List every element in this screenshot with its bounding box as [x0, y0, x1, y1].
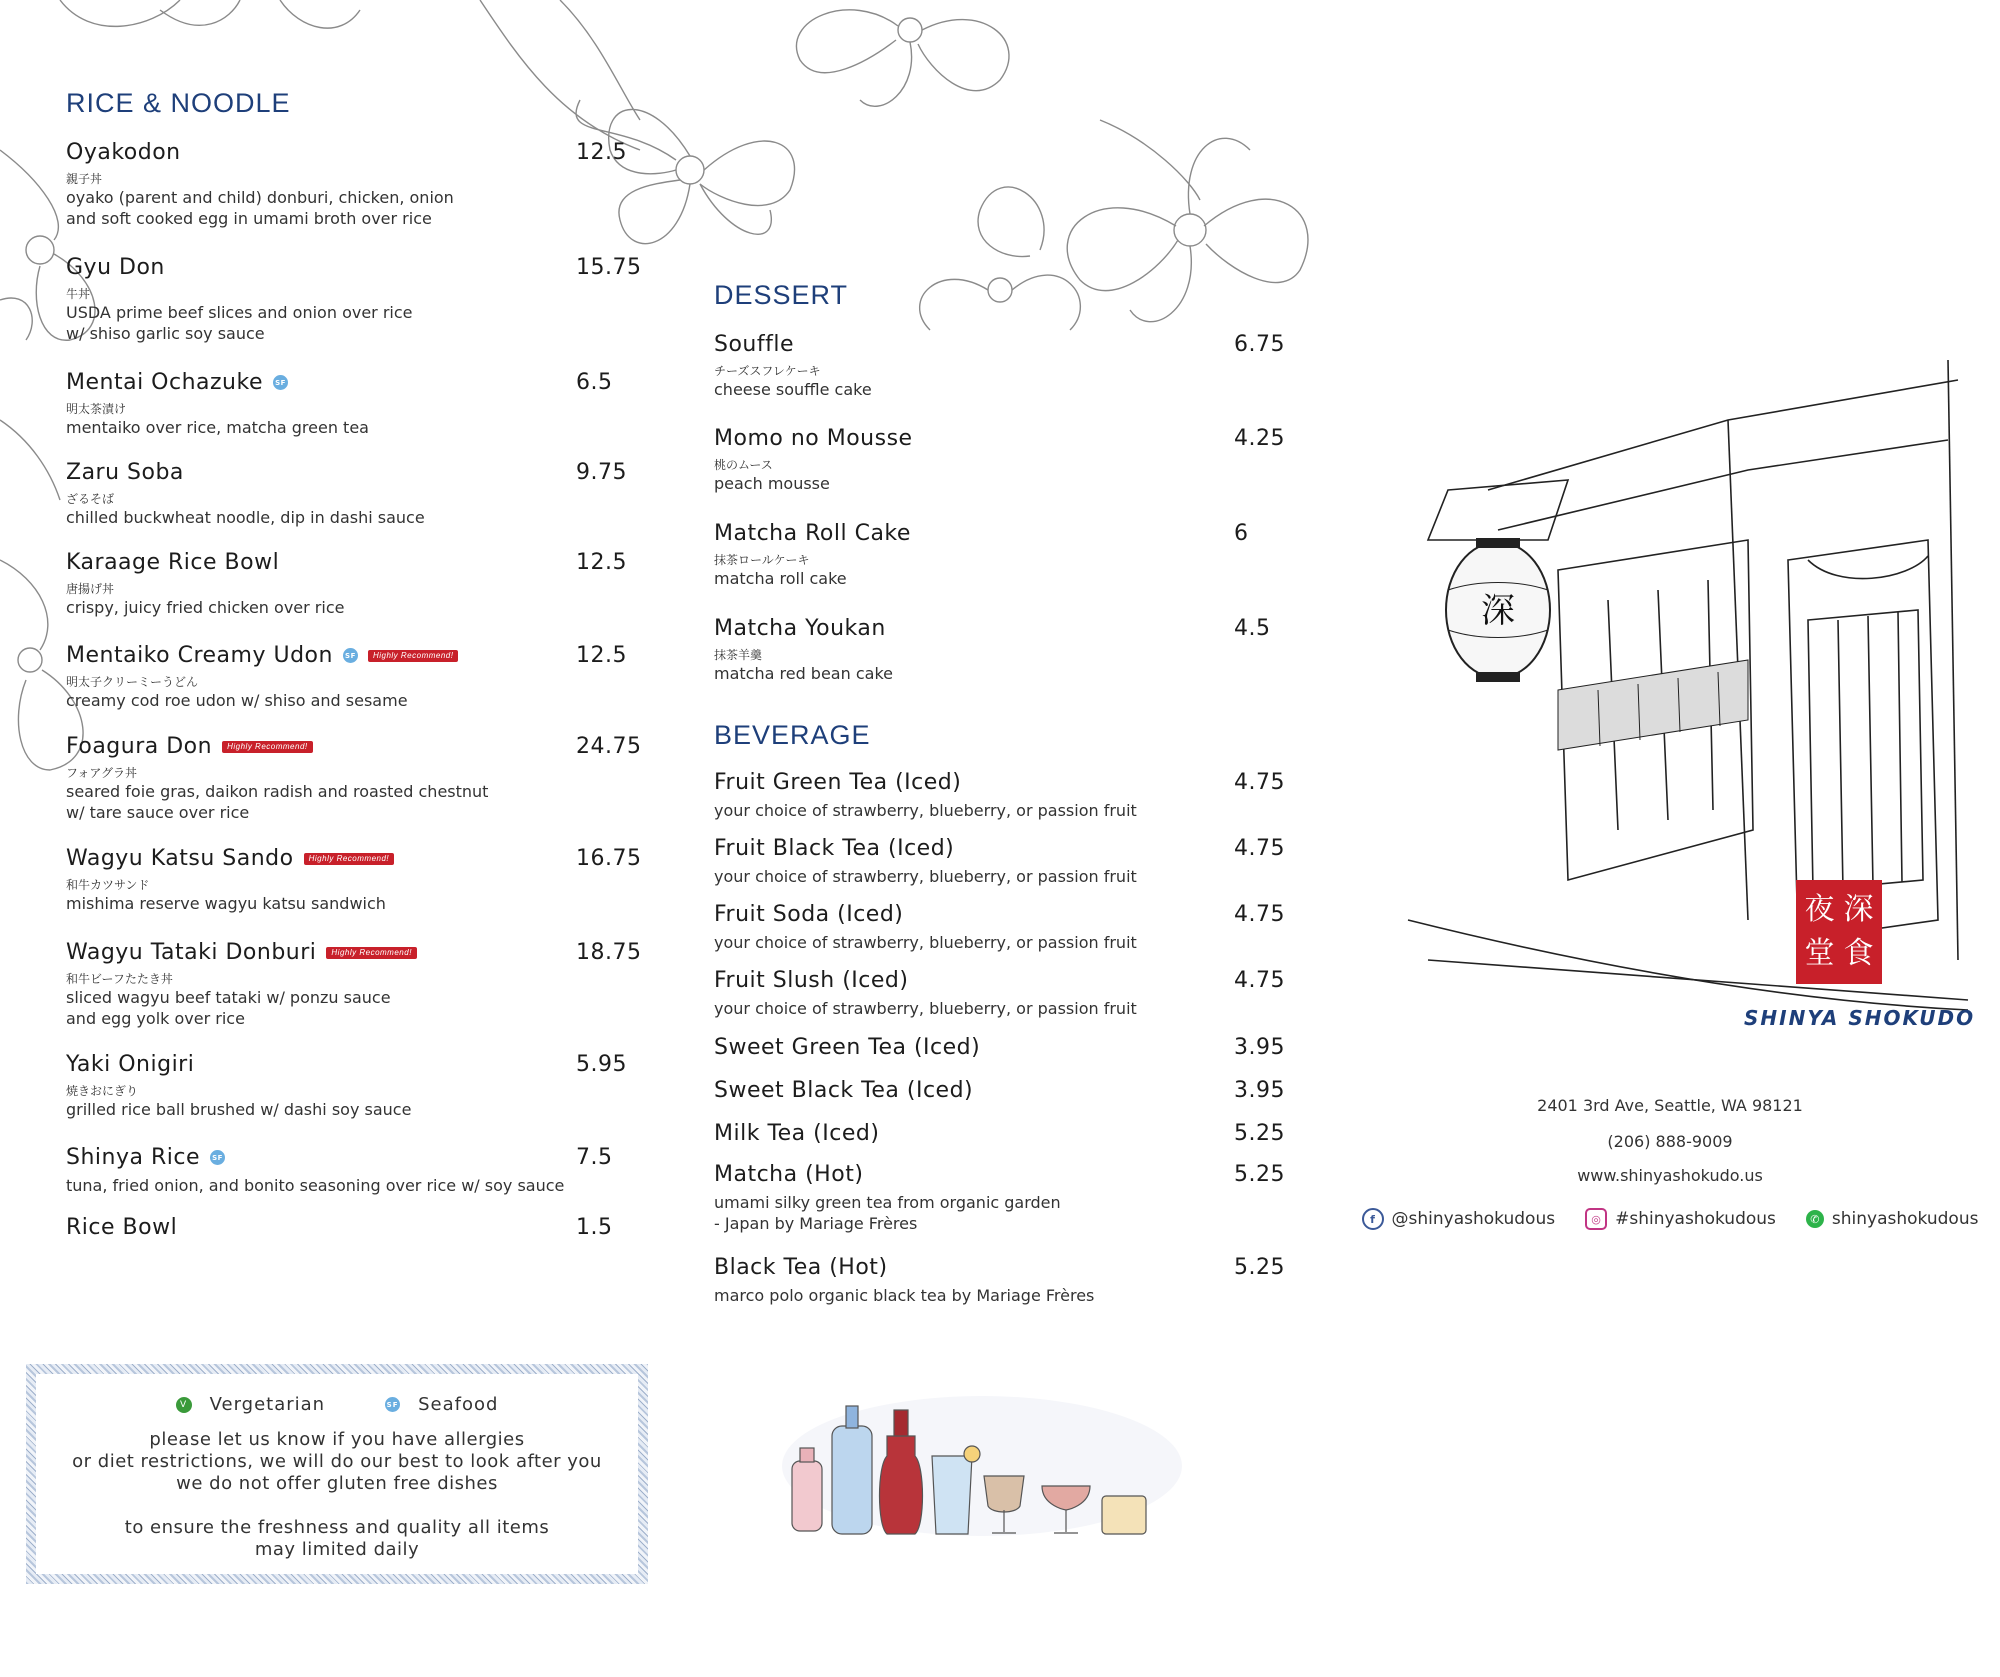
highly-recommend-badge: Highly Recommend!	[304, 853, 395, 865]
rice-noodle-item	[66, 643, 646, 711]
noren-curtain	[1558, 660, 1748, 750]
item-price: 1.5	[576, 1215, 613, 1240]
item-row	[714, 836, 1294, 866]
item-price: 4.75	[1234, 968, 1285, 993]
item-price: 4.5	[1234, 616, 1271, 641]
flower-top-mid	[796, 10, 1008, 106]
website-link[interactable]: www.shinyashokudo.us	[1577, 1166, 1763, 1185]
item-japanese-name: 親子丼	[66, 172, 103, 186]
address: 2401 3rd Ave, Seattle, WA 98121	[1537, 1096, 1803, 1115]
item-row	[66, 460, 646, 490]
item-name-text: Yaki Onigiri	[66, 1052, 195, 1077]
highly-recommend-badge: Highly Recommend!	[368, 650, 459, 662]
logo-char-1: 夜	[1804, 892, 1835, 927]
item-description: creamy cod roe udon w/ shiso and sesame	[66, 691, 408, 710]
wechat-icon: ✆	[1806, 1210, 1824, 1228]
item-japanese-name: 桃のムース	[714, 458, 773, 472]
item-japanese-name: 和牛ビーフたたき丼	[66, 972, 173, 986]
item-name-text: Matcha Youkan	[714, 616, 886, 641]
item-name-text: Sweet Black Tea (Iced)	[714, 1078, 974, 1103]
item-price: 6.5	[576, 370, 613, 395]
item-price: 6.75	[1234, 332, 1285, 357]
item-price: 4.75	[1234, 902, 1285, 927]
rice-noodle-item	[66, 734, 646, 823]
item-price: 5.25	[1234, 1162, 1285, 1187]
item-row	[66, 846, 646, 876]
item-description: crispy, juicy fried chicken over rice	[66, 598, 345, 617]
legend-seafood	[385, 1394, 498, 1415]
item-row	[714, 1255, 1294, 1285]
item-description: your choice of strawberry, blueberry, or passion fruit	[714, 867, 1137, 886]
dessert-item	[714, 426, 1294, 494]
facebook-handle: @shinyashokudous	[1391, 1209, 1556, 1229]
allergy-notice-box	[26, 1364, 648, 1584]
rice-noodle-item	[66, 1052, 646, 1120]
item-row	[66, 1215, 646, 1245]
item-japanese-name: 抹茶羊羹	[714, 648, 763, 662]
item-name-text: Matcha (Hot)	[714, 1162, 864, 1187]
seafood-badge-icon: SF	[273, 375, 288, 390]
beverage-item	[714, 1035, 1294, 1065]
item-japanese-name: フォアグラ丼	[66, 766, 138, 780]
paper-lantern	[1446, 538, 1550, 682]
item-price: 3.95	[1234, 1035, 1285, 1060]
item-description: sliced wagyu beef tataki w/ ponzu sauce and egg yolk over rice	[66, 988, 391, 1028]
item-name-text: Milk Tea (Iced)	[714, 1121, 880, 1146]
item-price: 4.75	[1234, 770, 1285, 795]
highly-recommend-badge: Highly Recommend!	[326, 947, 417, 959]
rice-noodle-item	[66, 550, 646, 618]
item-name-text: Oyakodon	[66, 140, 181, 165]
item-row	[66, 734, 646, 764]
item-description: your choice of strawberry, blueberry, or passion fruit	[714, 933, 1137, 952]
social-links	[1350, 1208, 1990, 1230]
item-price: 3.95	[1234, 1078, 1285, 1103]
item-name-text: Matcha Roll Cake	[714, 521, 911, 546]
item-price: 4.25	[1234, 426, 1285, 451]
item-name-text: Momo no Mousse	[714, 426, 913, 451]
item-name	[714, 770, 961, 795]
rice-noodle-item	[66, 1215, 646, 1245]
item-description: USDA prime beef slices and onion over rice w/ shiso garlic soy sauce	[66, 303, 413, 343]
shinya-shokudo-logo	[1796, 880, 1882, 984]
item-description: your choice of strawberry, blueberry, or passion fruit	[714, 999, 1137, 1018]
item-name	[66, 550, 279, 575]
item-description: marco polo organic black tea by Mariage Frères	[714, 1286, 1095, 1305]
rice-noodle-item	[66, 940, 646, 1029]
item-price: 24.75	[576, 734, 642, 759]
item-name	[714, 902, 903, 927]
item-name	[66, 460, 184, 485]
item-price: 12.5	[576, 550, 627, 575]
item-name-text: Fruit Slush (Iced)	[714, 968, 909, 993]
item-name	[66, 370, 288, 395]
item-name	[714, 426, 913, 451]
notice-text: please let us know if you have allergies or diet restrictions, we will do our best to look after you we do not offer gluten free dishes to ensure the freshness and quality all items may limited daily	[72, 1429, 602, 1560]
item-description: mishima reserve wagyu katsu sandwich	[66, 894, 386, 913]
item-name-text: Wagyu Tataki Donburi	[66, 940, 317, 965]
logo-char-4: 食	[1843, 936, 1874, 971]
item-name-text: Fruit Black Tea (Iced)	[714, 836, 955, 861]
legend-vegetarian-label: Vergetarian	[209, 1394, 326, 1415]
item-row	[66, 940, 646, 970]
brand-name: SHINYA SHOKUDO	[1744, 1006, 1976, 1030]
item-price: 12.5	[576, 643, 627, 668]
rice-noodle-title: RICE & NOODLE	[66, 88, 291, 118]
wechat-link[interactable]	[1806, 1208, 1979, 1230]
item-name	[714, 1035, 980, 1060]
item-row	[66, 370, 646, 400]
item-row	[66, 1052, 646, 1082]
item-price: 5.25	[1234, 1121, 1285, 1146]
item-description: peach mousse	[714, 474, 830, 493]
item-description: seared foie gras, daikon radish and roasted chestnut w/ tare sauce over rice	[66, 782, 489, 822]
rice-noodle-item	[66, 846, 646, 914]
item-description: mentaiko over rice, matcha green tea	[66, 418, 369, 437]
drinks-illustration	[772, 1376, 1192, 1546]
item-name-text: Fruit Green Tea (Iced)	[714, 770, 962, 795]
item-japanese-name: 明太子クリーミーうどん	[66, 675, 199, 689]
item-name	[66, 140, 181, 165]
rice-noodle-item	[66, 255, 646, 344]
item-description: oyako (parent and child) donburi, chicken, onion and soft cooked egg in umami broth over rice	[66, 188, 454, 228]
item-japanese-name: 牛丼	[66, 287, 91, 301]
item-description: cheese souffle cake	[714, 380, 872, 399]
logo-char-3: 堂	[1804, 936, 1835, 971]
item-price: 5.95	[576, 1052, 627, 1077]
item-name-text: Black Tea (Hot)	[714, 1255, 888, 1280]
beverage-item	[714, 968, 1294, 1019]
item-name	[714, 968, 908, 993]
facebook-icon: f	[1362, 1208, 1384, 1230]
rice-noodle-item	[66, 1145, 646, 1196]
item-japanese-name: チーズスフレケーキ	[714, 364, 821, 378]
instagram-link[interactable]	[1585, 1208, 1776, 1230]
item-name-text: Mentai Ochazuke	[66, 370, 263, 395]
item-japanese-name: 和牛カツサンド	[66, 878, 150, 892]
seafood-badge-icon: SF	[210, 1150, 225, 1165]
item-price: 15.75	[576, 255, 642, 280]
item-description: chilled buckwheat noodle, dip in dashi sauce	[66, 508, 425, 527]
dessert-item	[714, 616, 1294, 684]
legend-vegetarian	[176, 1394, 326, 1415]
item-name	[66, 643, 458, 668]
rice-noodle-item	[66, 460, 646, 528]
shop-front-illustration	[1368, 360, 1988, 1050]
item-row	[714, 332, 1294, 362]
instagram-icon: ◎	[1585, 1208, 1607, 1230]
item-row	[714, 1035, 1294, 1065]
dessert-item	[714, 521, 1294, 589]
item-price: 16.75	[576, 846, 642, 871]
phone-number[interactable]: (206) 888-9009	[1607, 1132, 1733, 1151]
dessert-item	[714, 332, 1294, 400]
item-name	[714, 332, 794, 357]
item-row	[714, 902, 1294, 932]
beverage-item	[714, 1121, 1294, 1151]
item-row	[66, 1145, 646, 1175]
highly-recommend-badge: Highly Recommend!	[222, 741, 313, 753]
vegetarian-icon: V	[176, 1397, 192, 1413]
item-name	[66, 940, 417, 965]
svg-text:深: 深	[1481, 591, 1515, 631]
item-name	[66, 1145, 225, 1170]
item-name	[714, 836, 954, 861]
beverage-item	[714, 1255, 1294, 1306]
item-price: 4.75	[1234, 836, 1285, 861]
item-name-text: Fruit Soda (Iced)	[714, 902, 904, 927]
item-description: grilled rice ball brushed w/ dashi soy sauce	[66, 1100, 412, 1119]
dessert-title: DESSERT	[714, 280, 849, 310]
seafood-badge-icon: SF	[343, 648, 358, 663]
item-row	[66, 550, 646, 580]
beverage-item	[714, 1162, 1294, 1234]
item-name	[66, 255, 165, 280]
item-name-text: Wagyu Katsu Sando	[66, 846, 294, 871]
beverage-item	[714, 770, 1294, 821]
item-price: 9.75	[576, 460, 627, 485]
item-name-text: Karaage Rice Bowl	[66, 550, 280, 575]
item-japanese-name: 明太茶漬け	[66, 402, 127, 416]
item-name-text: Mentaiko Creamy Udon	[66, 643, 333, 668]
item-row	[714, 1078, 1294, 1108]
instagram-handle: #shinyashokudous	[1615, 1209, 1776, 1229]
beverage-item	[714, 1078, 1294, 1108]
legend-seafood-label: Seafood	[418, 1394, 499, 1415]
item-price: 5.25	[1234, 1255, 1285, 1280]
item-row	[714, 521, 1294, 551]
rice-noodle-item	[66, 370, 646, 438]
item-name	[714, 1162, 863, 1187]
item-name-text: Souffle	[714, 332, 795, 357]
item-description: matcha red bean cake	[714, 664, 893, 683]
item-name	[714, 521, 911, 546]
beverage-item	[714, 836, 1294, 887]
item-name-text: Foagura Don	[66, 734, 213, 759]
rice-noodle-item	[66, 140, 646, 229]
item-row	[714, 770, 1294, 800]
item-japanese-name: ざるそば	[66, 492, 115, 506]
dessert-beverage-section	[714, 280, 1294, 1305]
item-row	[66, 643, 646, 673]
beverage-title: BEVERAGE	[714, 720, 871, 750]
item-description: tuna, fried onion, and bonito seasoning over rice w/ soy sauce	[66, 1176, 565, 1195]
item-name	[714, 1078, 973, 1103]
item-row	[714, 968, 1294, 998]
logo-char-2: 深	[1843, 892, 1874, 927]
item-name	[714, 1121, 879, 1146]
item-name-text: Sweet Green Tea (Iced)	[714, 1035, 981, 1060]
item-row	[66, 255, 646, 285]
item-price: 18.75	[576, 940, 642, 965]
item-name-text: Zaru Soba	[66, 460, 184, 485]
item-japanese-name: 唐揚げ丼	[66, 582, 115, 596]
rice-noodle-section	[66, 88, 646, 1240]
wechat-handle: shinyashokudous	[1831, 1209, 1979, 1229]
item-row	[714, 1162, 1294, 1192]
item-japanese-name: 焼きおにぎり	[66, 1084, 139, 1098]
badge-legend	[36, 1394, 638, 1415]
item-name	[714, 616, 886, 641]
flower-top-left	[60, 0, 360, 28]
item-name	[66, 1052, 194, 1077]
item-description: umami silky green tea from organic garden - Japan by Mariage Frères	[714, 1193, 1061, 1233]
item-row	[66, 140, 646, 170]
item-description: matcha roll cake	[714, 569, 847, 588]
item-row	[714, 616, 1294, 646]
item-japanese-name: 抹茶ロールケーキ	[714, 553, 810, 567]
item-row	[714, 1121, 1294, 1151]
item-row	[714, 426, 1294, 456]
beverage-item	[714, 902, 1294, 953]
item-name-text: Rice Bowl	[66, 1215, 178, 1240]
seafood-icon: SF	[385, 1397, 400, 1412]
item-name-text: Gyu Don	[66, 255, 165, 280]
item-name	[66, 846, 394, 871]
facebook-link[interactable]	[1362, 1208, 1556, 1230]
item-name	[714, 1255, 888, 1280]
item-price: 6	[1234, 521, 1249, 546]
item-description: your choice of strawberry, blueberry, or passion fruit	[714, 801, 1137, 820]
item-price: 12.5	[576, 140, 627, 165]
item-name-text: Shinya Rice	[66, 1145, 200, 1170]
item-name	[66, 734, 313, 759]
item-price: 7.5	[576, 1145, 613, 1170]
item-name	[66, 1215, 177, 1240]
